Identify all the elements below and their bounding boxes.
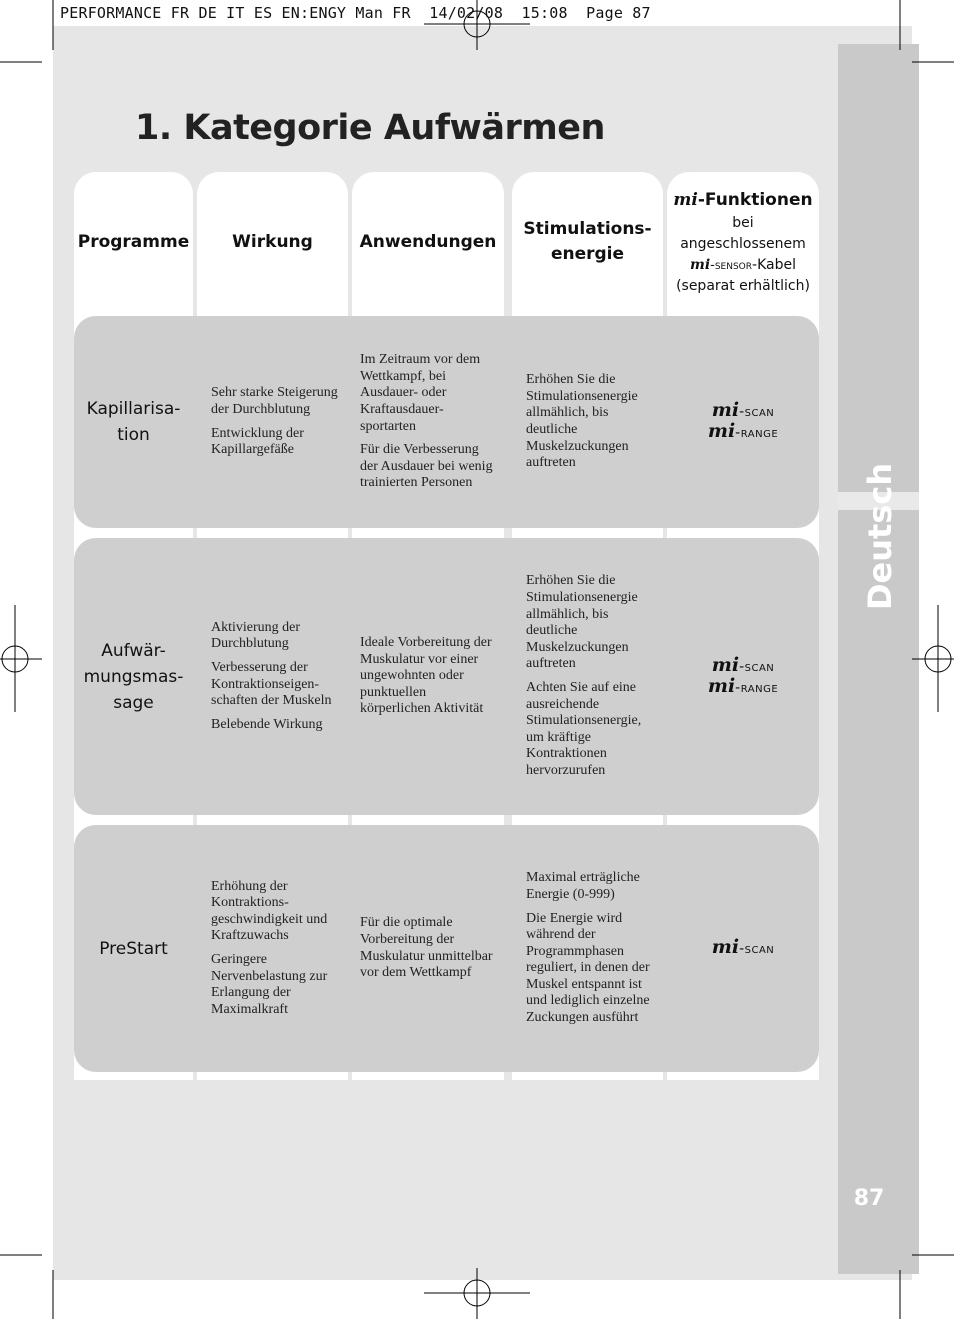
sensor-label: -sensor: [710, 257, 753, 273]
wirkung-item: Belebende Wirkung: [211, 716, 323, 732]
program-name-line: PreStart: [99, 938, 168, 959]
page-number: 87: [853, 1186, 885, 1211]
header-wirkung-label: Wirkung: [232, 231, 313, 252]
anwendungen-item: Ideale Vorbereitung der Muskulatur vor einer ungewohnten oder punktuellen körperlichen Aktivität: [360, 635, 492, 717]
function-name: -range: [735, 425, 779, 441]
wirkung-item: Entwicklung der Kapillargefäße: [211, 425, 304, 458]
header-funktionen-angeschlossenem: angeschlossenem: [680, 235, 806, 252]
mi-logo: mi: [673, 189, 698, 210]
header-stimulation-line2: energie: [550, 244, 625, 264]
mi-logo: mi: [690, 256, 711, 273]
header-funktionen-separat: (separat erhältlich): [676, 277, 810, 294]
stimulation-item: Die Energie wird während der Programmphasen reguliert, in denen der Muskel entspannt ist und lediglich einzelne Zuckungen ausführt: [526, 910, 650, 1026]
program-name-line: Kapillarisa-: [86, 399, 181, 419]
wirkung-item: Erhöhung der Kontraktions-geschwindigkeit und Kraftzuwachs: [211, 878, 328, 944]
page-title: 1. Kategorie Aufwärmen: [135, 108, 605, 148]
kabel-label: -Kabel: [752, 256, 796, 273]
stimulation-item: Erhöhen Sie die Stimulationsenergie allmählich, bis deutliche Muskelzuckungen auftreten: [526, 573, 638, 672]
mi-logo: mi: [707, 420, 736, 442]
stimulation-item: Maximal erträgliche Energie (0-999): [526, 870, 640, 902]
header-stimulation-line1: Stimulations-: [523, 219, 652, 239]
header-programme-label: Programme: [77, 231, 190, 252]
stimulation-item: Erhöhen Sie die Stimulationsenergie allmählich, bis deutliche Muskelzuckungen auftreten: [526, 372, 638, 471]
anwendungen-item: Im Zeitraum vor dem Wettkampf, bei Ausdauer- oder Kraftausdauer-sportarten: [360, 352, 481, 434]
function-name: -scan: [739, 404, 775, 420]
wirkung-item: Verbesserung der Kontraktionseigen-schaften der Muskeln: [211, 659, 332, 709]
header-funktionen-label: -Funktionen: [697, 189, 813, 210]
wirkung-item: Aktivierung der Durchblutung: [211, 619, 301, 652]
program-name-line: mungsmas-: [83, 666, 184, 687]
program-name-line: tion: [117, 425, 150, 445]
wirkung-item: Sehr starke Steigerung der Durchblutung: [211, 385, 338, 417]
anwendungen-item: Für die optimale Vorbereitung der Muskulatur unmittelbar vor dem Wettkampf: [360, 915, 493, 981]
function-name: -scan: [739, 658, 775, 675]
header-funktionen-bei: bei: [732, 214, 754, 231]
language-label: Deutsch: [861, 462, 899, 610]
wirkung-item: Geringere Nervenbelastung zur Erlangung der Maximalkraft: [211, 952, 328, 1017]
function-name: -range: [735, 679, 779, 696]
print-header: PERFORMANCE FR DE IT ES EN:ENGY Man FR 14/02/08 15:08 Page 87: [60, 4, 651, 22]
function-name: -scan: [739, 941, 775, 957]
program-name-line: Aufwär-: [101, 640, 166, 661]
mi-logo: mi: [711, 399, 740, 421]
mi-logo: mi: [711, 653, 740, 676]
mi-logo: mi: [707, 674, 736, 697]
mi-logo: mi: [711, 936, 740, 958]
stimulation-item: Achten Sie auf eine ausreichende Stimulationsenergie, um kräftige Kontraktionen hervorzurufen: [526, 680, 642, 778]
program-name-line: sage: [113, 692, 154, 713]
anwendungen-item: Für die Verbesserung der Ausdauer bei wenig trainierten Personen: [360, 442, 493, 491]
header-anwendungen-label: Anwendungen: [359, 231, 497, 252]
